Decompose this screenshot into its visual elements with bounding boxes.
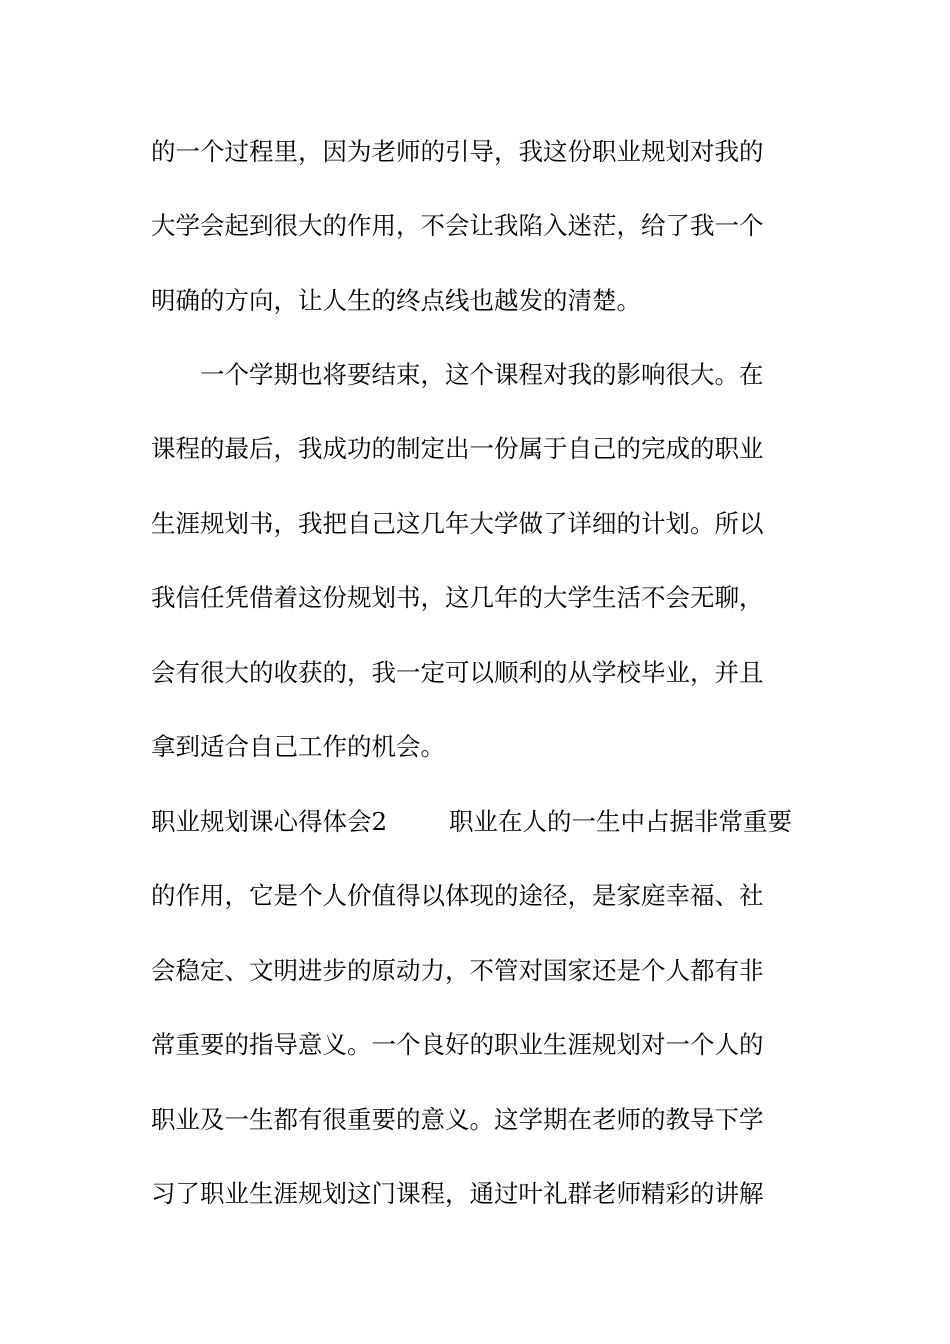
text-line-2: 大学会起到很大的作用，不会让我陷入迷茫，给了我一个 [151,211,764,240]
section-line-5: 习了职业生涯规划这门课程，通过叶礼群老师精彩的讲解 [151,1179,764,1208]
text-line-5: 课程的最后，我成功的制定出一份属于自己的完成的职业 [151,434,764,463]
section-line-3: 常重要的指导意义。一个良好的职业生涯规划对一个人的 [151,1030,764,1059]
text-line-6: 生涯规划书，我把自己这几年大学做了详细的计划。所以 [151,509,764,538]
text-line-1: 的一个过程里，因为老师的引导，我这份职业规划对我的 [151,137,764,166]
section-line-1: 的作用，它是个人价值得以体现的途径，是家庭幸福、社 [151,881,764,910]
text-line-4: 一个学期也将要结束，这个课程对我的影响很大。在 [151,360,764,389]
section-line-2: 会稳定、文明进步的原动力，不管对国家还是个人都有非 [151,956,764,985]
section-heading-line [151,802,811,842]
section-line-4: 职业及一生都有很重要的意义。这学期在老师的教导下学 [151,1105,764,1134]
text-line-8: 会有很大的收获的，我一定可以顺利的从学校毕业，并且 [151,658,764,687]
text-line-7: 我信任凭借着这份规划书，这几年的大学生活不会无聊， [151,583,764,612]
text-line-3: 明确的方向，让人生的终点线也越发的清楚。 [151,286,641,315]
section-heading: 职业规划课心得体会2 [151,807,388,836]
section-first-line: 职业在人的一生中占据非常重要 [449,807,792,836]
text-line-9: 拿到适合自己工作的机会。 [151,732,445,761]
